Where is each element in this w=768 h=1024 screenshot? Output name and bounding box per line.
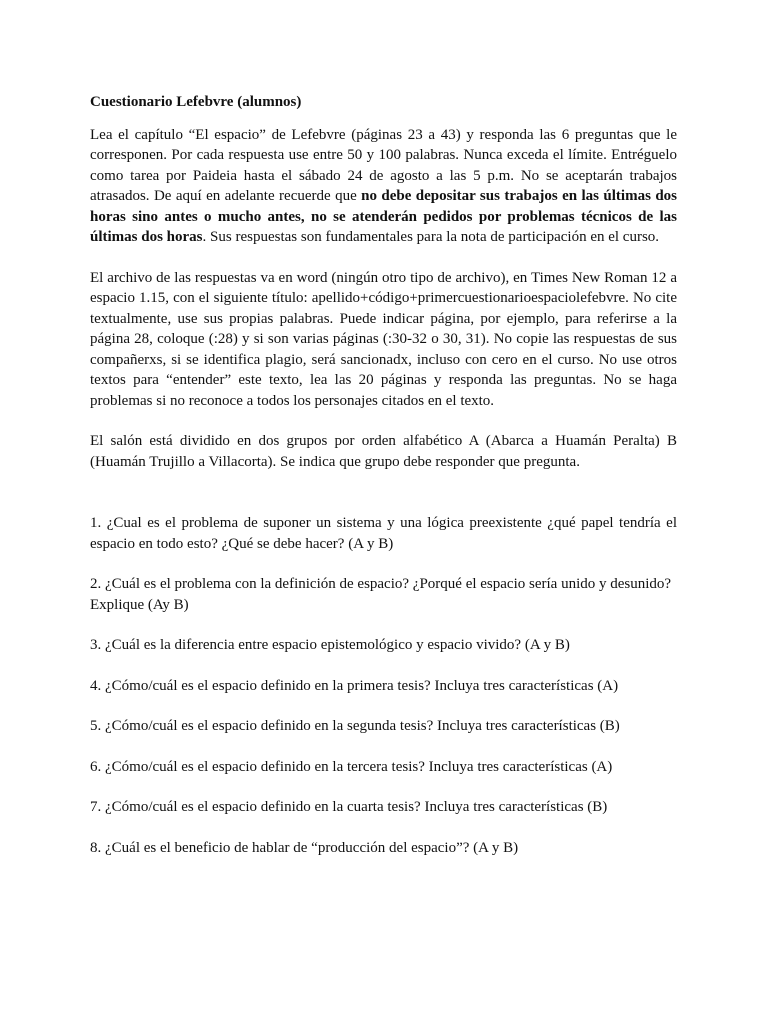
question-item: 2. ¿Cuál es el problema con la definición de espacio? ¿Porqué el espacio sería unido y desunido? Explique (Ay B) bbox=[90, 576, 672, 613]
format-paragraph: El archivo de las respuestas va en word (ningún otro tipo de archivo), en Times New Roman 12 a espacio 1.15, con el siguiente título: apellido+código+primercuestionarioespaciolefebvre. No cite textualmente, use sus propias palabras. Puede indicar página, por ejemplo, para referirse a la página 28, coloque (:28) y si son varias páginas (:30-32 o 30, 31). No copie las respuestas de sus compañerxs, si se identifica plagio, será sancionadx, incluso con cero en el curso. No use otros textos para “entender” este texto, lea las 20 páginas y responda las preguntas. No se haga problemas si no reconoce a todos los personajes citados en el texto. bbox=[90, 269, 677, 409]
question-item: 1. ¿Cual es el problema de suponer un sistema y una lógica preexistente ¿qué papel tendría el espacio en todo esto? ¿Qué se debe hacer? (A y B) bbox=[90, 515, 677, 552]
document-title: Cuestionario Lefebvre (alumnos) bbox=[90, 94, 302, 110]
question-item: 5. ¿Cómo/cuál es el espacio definido en la segunda tesis? Incluya tres características (B) bbox=[90, 718, 620, 734]
groups-paragraph: El salón está dividido en dos grupos por orden alfabético A (Abarca a Huamán Peralta) B (Huamán Trujillo a Villacorta). Se indica que grupo debe responder que pregunta. bbox=[90, 433, 677, 470]
question-item: 7. ¿Cómo/cuál es el espacio definido en la cuarta tesis? Incluya tres características (B) bbox=[90, 799, 608, 815]
intro-bold-warning: no debe depositar sus trabajos en las últimas dos horas sino antes o mucho antes, no se atenderán pedidos por problemas técnicos de las últimas dos horas bbox=[90, 188, 678, 245]
question-item: 4. ¿Cómo/cuál es el espacio definido en la primera tesis? Incluya tres características (A) bbox=[90, 677, 619, 694]
intro-text-part1: Lea el capítulo “El espacio” de Lefebvre (páginas 23 a 43) y responda las 6 preguntas que le corresponen. Por cada respuesta use entre 50 y 100 palabras. Nunca exceda el límite. Entréguelo como tarea por Paideia hasta el sábado 24 de agosto a las 5 p.m. No se aceptarán trabajos atrasados. De aquí en adelante recuerde que bbox=[90, 126, 677, 204]
intro-text-part2: . Sus respuestas son fundamentales para la nota de participación en el curso. bbox=[202, 229, 660, 245]
intro-paragraph bbox=[90, 125, 677, 248]
question-item: 3. ¿Cuál es la diferencia entre espacio epistemológico y espacio vivido? (A y B) bbox=[90, 637, 570, 653]
question-item: 8. ¿Cuál es el beneficio de hablar de “producción del espacio”? (A y B) bbox=[90, 839, 519, 856]
document-page bbox=[90, 92, 677, 878]
question-item: 6. ¿Cómo/cuál es el espacio definido en la tercera tesis? Incluya tres características (A) bbox=[90, 758, 613, 775]
